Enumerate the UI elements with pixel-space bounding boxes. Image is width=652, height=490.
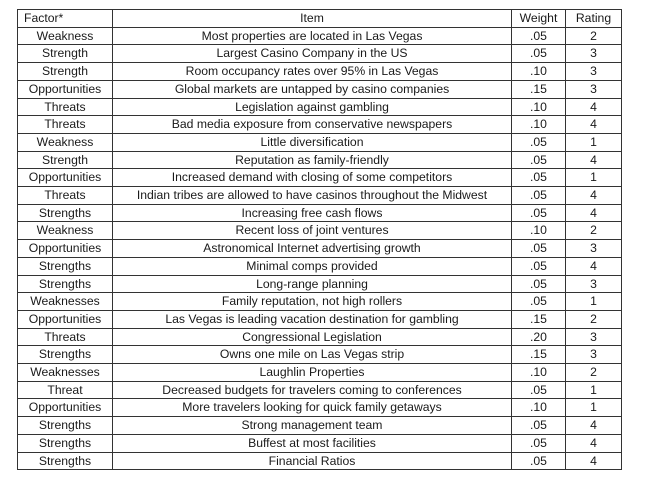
- cell-weight: .05: [512, 27, 566, 45]
- cell-factor: Strengths: [18, 204, 113, 222]
- cell-item: Owns one mile on Las Vegas strip: [113, 346, 512, 364]
- cell-item: Legislation against gambling: [113, 98, 512, 116]
- cell-factor: Strengths: [18, 275, 113, 293]
- cell-rating: 1: [566, 133, 622, 151]
- cell-rating: 4: [566, 204, 622, 222]
- cell-weight: .05: [512, 169, 566, 187]
- cell-item: Financial Ratios: [113, 452, 512, 470]
- cell-rating: 3: [566, 275, 622, 293]
- cell-rating: 3: [566, 45, 622, 63]
- cell-factor: Strength: [18, 151, 113, 169]
- table-row: [18, 310, 622, 328]
- cell-weight: .05: [512, 275, 566, 293]
- cell-factor: Weaknesses: [18, 364, 113, 382]
- header-item: Item: [113, 10, 512, 28]
- header-factor: Factor*: [18, 10, 113, 28]
- table-row: [18, 417, 622, 435]
- table-row: [18, 364, 622, 382]
- cell-rating: 3: [566, 63, 622, 81]
- cell-weight: .10: [512, 399, 566, 417]
- cell-factor: Threats: [18, 328, 113, 346]
- cell-weight: .05: [512, 187, 566, 205]
- table-row: [18, 381, 622, 399]
- cell-factor: Opportunities: [18, 240, 113, 258]
- cell-rating: 4: [566, 187, 622, 205]
- table-body: [18, 27, 622, 470]
- swot-factor-table: [17, 9, 622, 470]
- cell-rating: 3: [566, 80, 622, 98]
- cell-rating: 2: [566, 27, 622, 45]
- cell-weight: .05: [512, 151, 566, 169]
- cell-weight: .10: [512, 222, 566, 240]
- cell-factor: Threats: [18, 98, 113, 116]
- cell-factor: Strengths: [18, 346, 113, 364]
- table-row: [18, 275, 622, 293]
- cell-item: Increasing free cash flows: [113, 204, 512, 222]
- table-header-row: [18, 10, 622, 28]
- cell-weight: .05: [512, 45, 566, 63]
- cell-rating: 3: [566, 240, 622, 258]
- cell-weight: .15: [512, 80, 566, 98]
- cell-rating: 4: [566, 151, 622, 169]
- cell-rating: 4: [566, 452, 622, 470]
- cell-factor: Strengths: [18, 452, 113, 470]
- cell-weight: .05: [512, 452, 566, 470]
- cell-weight: .10: [512, 364, 566, 382]
- cell-item: Buffest at most facilities: [113, 434, 512, 452]
- table-row: [18, 293, 622, 311]
- cell-item: Little diversification: [113, 133, 512, 151]
- table-row: [18, 222, 622, 240]
- cell-weight: .05: [512, 381, 566, 399]
- cell-weight: .15: [512, 310, 566, 328]
- cell-weight: .10: [512, 63, 566, 81]
- cell-weight: .05: [512, 257, 566, 275]
- cell-factor: Weakness: [18, 133, 113, 151]
- cell-rating: 1: [566, 381, 622, 399]
- cell-weight: .10: [512, 98, 566, 116]
- table-row: [18, 204, 622, 222]
- table-row: [18, 187, 622, 205]
- cell-factor: Threats: [18, 116, 113, 134]
- cell-rating: 1: [566, 399, 622, 417]
- cell-rating: 2: [566, 364, 622, 382]
- cell-weight: .15: [512, 346, 566, 364]
- cell-factor: Opportunities: [18, 169, 113, 187]
- cell-factor: Threat: [18, 381, 113, 399]
- table-row: [18, 98, 622, 116]
- cell-weight: .05: [512, 240, 566, 258]
- table-row: [18, 452, 622, 470]
- cell-rating: 3: [566, 328, 622, 346]
- table-row: [18, 45, 622, 63]
- cell-factor: Strengths: [18, 434, 113, 452]
- cell-rating: 2: [566, 310, 622, 328]
- table-row: [18, 116, 622, 134]
- cell-item: More travelers looking for quick family getaways: [113, 399, 512, 417]
- cell-item: Indian tribes are allowed to have casinos throughout the Midwest: [113, 187, 512, 205]
- cell-item: Most properties are located in Las Vegas: [113, 27, 512, 45]
- cell-item: Strong management team: [113, 417, 512, 435]
- cell-item: Global markets are untapped by casino companies: [113, 80, 512, 98]
- table-row: [18, 328, 622, 346]
- cell-rating: 4: [566, 116, 622, 134]
- cell-factor: Threats: [18, 187, 113, 205]
- cell-item: Family reputation, not high rollers: [113, 293, 512, 311]
- cell-weight: .10: [512, 116, 566, 134]
- table-row: [18, 80, 622, 98]
- table-row: [18, 240, 622, 258]
- table-row: [18, 133, 622, 151]
- cell-rating: 3: [566, 346, 622, 364]
- cell-weight: .20: [512, 328, 566, 346]
- cell-weight: .05: [512, 204, 566, 222]
- cell-item: Las Vegas is leading vacation destination for gambling: [113, 310, 512, 328]
- cell-item: Congressional Legislation: [113, 328, 512, 346]
- cell-item: Decreased budgets for travelers coming to conferences: [113, 381, 512, 399]
- cell-weight: .05: [512, 434, 566, 452]
- cell-factor: Weakness: [18, 222, 113, 240]
- header-weight: Weight: [512, 10, 566, 28]
- cell-weight: .05: [512, 293, 566, 311]
- cell-item: Increased demand with closing of some competitors: [113, 169, 512, 187]
- cell-item: Laughlin Properties: [113, 364, 512, 382]
- cell-item: Bad media exposure from conservative newspapers: [113, 116, 512, 134]
- cell-item: Astronomical Internet advertising growth: [113, 240, 512, 258]
- table-row: [18, 399, 622, 417]
- cell-item: Reputation as family-friendly: [113, 151, 512, 169]
- cell-rating: 4: [566, 257, 622, 275]
- header-rating: Rating: [566, 10, 622, 28]
- table-row: [18, 151, 622, 169]
- cell-item: Room occupancy rates over 95% in Las Vegas: [113, 63, 512, 81]
- cell-weight: .05: [512, 417, 566, 435]
- table-row: [18, 434, 622, 452]
- cell-factor: Strength: [18, 45, 113, 63]
- cell-rating: 4: [566, 434, 622, 452]
- cell-rating: 1: [566, 293, 622, 311]
- cell-weight: .05: [512, 133, 566, 151]
- table-row: [18, 27, 622, 45]
- cell-item: Minimal comps provided: [113, 257, 512, 275]
- table-row: [18, 346, 622, 364]
- table-row: [18, 63, 622, 81]
- table-row: [18, 169, 622, 187]
- cell-factor: Opportunities: [18, 80, 113, 98]
- cell-factor: Strengths: [18, 257, 113, 275]
- cell-factor: Strengths: [18, 417, 113, 435]
- cell-rating: 4: [566, 98, 622, 116]
- cell-factor: Opportunities: [18, 399, 113, 417]
- cell-factor: Weaknesses: [18, 293, 113, 311]
- cell-item: Long-range planning: [113, 275, 512, 293]
- cell-rating: 4: [566, 417, 622, 435]
- cell-item: Recent loss of joint ventures: [113, 222, 512, 240]
- table-row: [18, 257, 622, 275]
- cell-factor: Weakness: [18, 27, 113, 45]
- cell-item: Largest Casino Company in the US: [113, 45, 512, 63]
- cell-rating: 1: [566, 169, 622, 187]
- cell-factor: Opportunities: [18, 310, 113, 328]
- cell-factor: Strength: [18, 63, 113, 81]
- cell-rating: 2: [566, 222, 622, 240]
